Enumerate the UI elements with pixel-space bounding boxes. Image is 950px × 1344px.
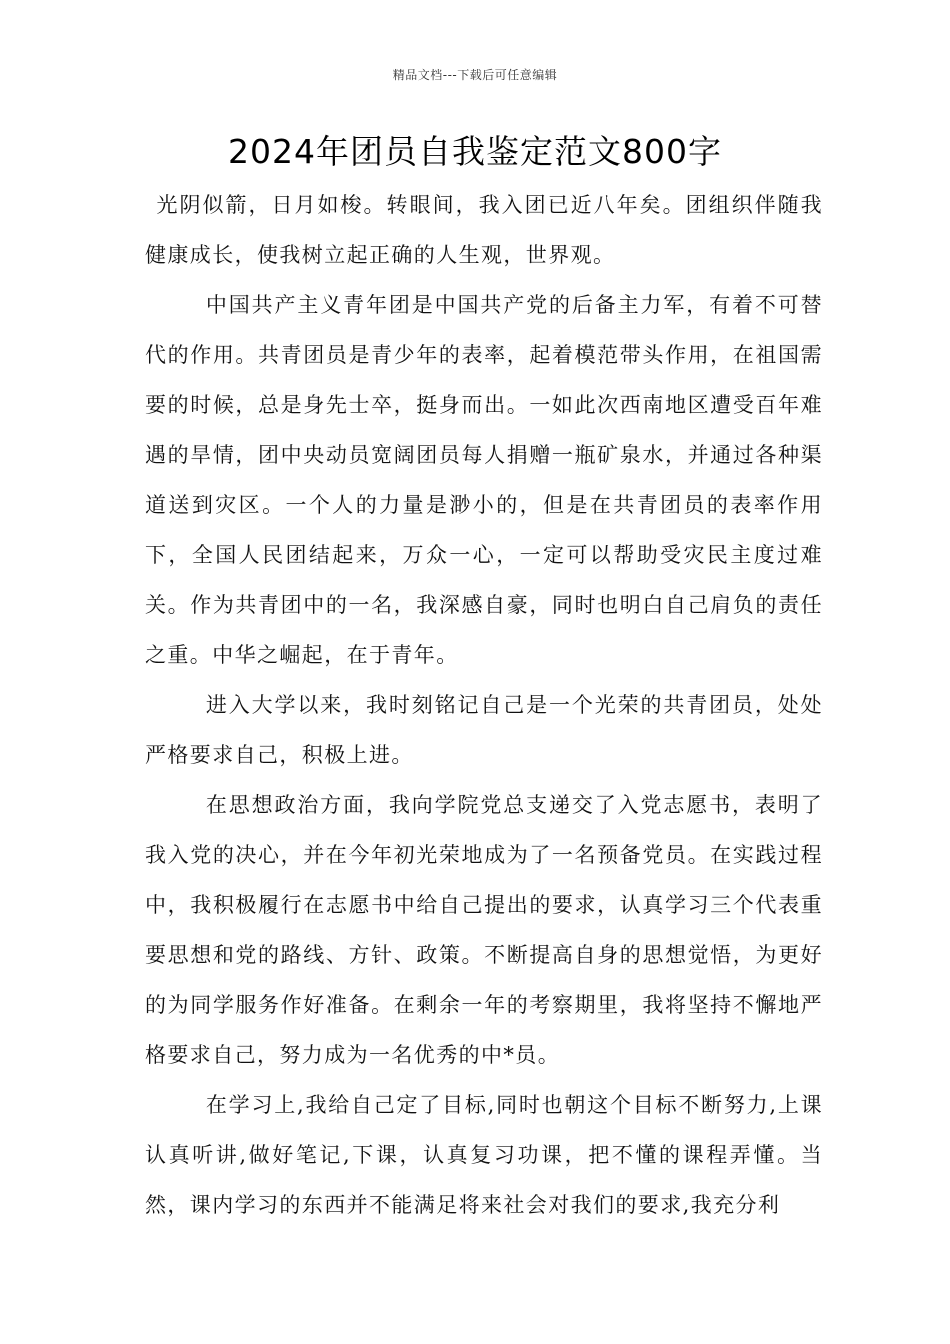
paragraph-3: 进入大学以来，我时刻铭记自己是一个光荣的共青团员，处处严格要求自己，积极上进。 xyxy=(145,693,823,767)
paragraph-2: 中国共产主义青年团是中国共产党的后备主力军，有着不可替代的作用。共青团员是青少年的表率，起着模范带头作用，在祖国需要的时候，总是身先士卒，挺身而出。一如此次西南地区遭受百年难遇的旱情，团中央动员宽阔团员每人捐赠一瓶矿泉水，并通过各种渠道送到灾区。一个人的力量是渺小的，但是在共青团员的表率作用下，全国人民团结起来，万众一心，一定可以帮助受灾民主度过难关。作为共青团中的一名，我深感自豪，同时也明白自己肩负的责任之重。中华之崛起，在于青年。 xyxy=(145,293,823,667)
header-note: 精品文档---下载后可任意编辑 xyxy=(392,68,558,82)
paragraph-4: 在思想政治方面，我向学院党总支递交了入党志愿书，表明了我入党的决心，并在今年初光荣地成为了一名预备党员。在实践过程中，我积极履行在志愿书中给自己提出的要求，认真学习三个代表重要思想和党的路线、方针、政策。不断提高自身的思想觉悟，为更好的为同学服务作好准备。在剩余一年的考察期里，我将坚持不懈地严格要求自己，努力成为一名优秀的中*员。 xyxy=(145,793,823,1067)
paragraph-5: 在学习上,我给自己定了目标,同时也朝这个目标不断努力,上课认真听讲,做好笔记,下课，认真复习功课，把不懂的课程弄懂。当然，课内学习的东西并不能满足将来社会对我们的要求,我充分利 xyxy=(145,1093,823,1217)
page-title: 2024年团员自我鉴定范文800字 xyxy=(228,132,722,171)
paragraph-1: 光阴似箭，日月如梭。转眼间，我入团已近八年矣。团组织伴随我健康成长，使我树立起正确的人生观，世界观。 xyxy=(145,193,823,267)
document-body xyxy=(145,180,823,1230)
